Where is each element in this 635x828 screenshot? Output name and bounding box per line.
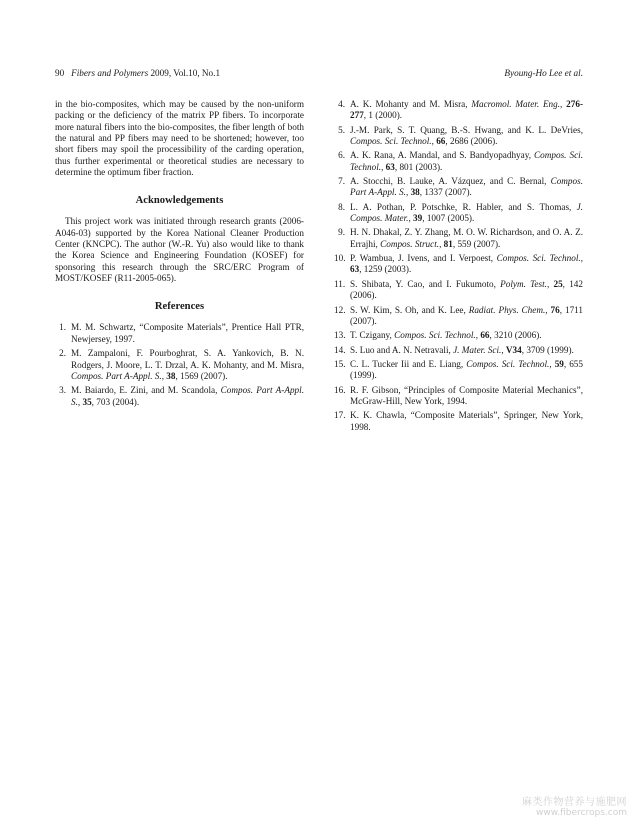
reference-number: 16. [334,384,346,395]
reference-pages-year: , 2686 (2006). [445,136,498,147]
reference-pages-year: , 703 (2004). [91,396,140,407]
reference-authors: M. M. Schwartz, “Composite Materials”, Prentice Hall PTR, Newjersey, 1997. [71,322,304,344]
journal-name: Fibers and Polymers [71,68,149,78]
reference-volume: 63 [385,161,395,172]
reference-volume: 76 [550,304,560,315]
reference-journal: J. Compos. Mater. [350,201,583,224]
reference-journal: Compos. Part A-Appl. S. [71,370,162,381]
reference-journal: Compos. Struct. [380,238,440,249]
reference-authors: S. Shibata, Y. Cao, and I. Fukumoto, [350,278,501,289]
reference-number: 1. [59,322,66,333]
reference-text: S. W. Kim, S. Oh, and K. Lee, Radiat. Phys. Chem., 76, 1711 (2007). [350,304,584,326]
reference-item [334,125,583,148]
reference-journal: Compos. Sci. Technol. [496,253,581,264]
reference-volume: 25 [553,278,563,289]
reference-pages-year: , 3709 (1999). [521,344,574,355]
reference-text: M. Zampaloni, F. Pourboghrat, S. A. Yankovich, B. N. Rodgers, J. Moore, L. T. Drzal, A. K. Mohanty, and M. Misra, Compos. Part A-Appl. S., 38, 1569 (2007). [71,348,304,381]
reference-text: S. Luo and A. N. Netravali, J. Mater. Sci., V34, 3709 (1999). [350,344,574,355]
reference-item [334,305,583,328]
reference-authors: P. Wambua, J. Ivens, and I. Verpoest, [350,253,497,264]
reference-number: 4. [338,99,345,109]
reference-journal: Radiat. Phys. Chem. [468,304,546,315]
reference-pages-year: , 801 (2003). [394,161,443,172]
reference-authors: R. F. Gibson, “Principles of Composite Material Mechanics”, McGraw-Hill, New York, 1994. [350,384,583,406]
reference-authors: M. Baiardo, E. Zini, and M. Scandola, [71,385,221,396]
reference-text: H. N. Dhakal, Z. Y. Zhang, M. O. W. Richardson, and O. A. Z. Errajhi, Compos. Struct., 81, 559 (2007). [350,227,583,249]
reference-text [350,385,583,408]
reference-item [334,150,583,173]
reference-authors: J.-M. Park, S. T. Quang, B.-S. Hwang, and K. L. DeVries, [350,124,583,135]
reference-item [334,202,583,225]
reference-item [334,99,583,122]
reference-item [55,322,304,345]
watermark [522,793,627,818]
reference-item [334,253,583,276]
running-header [55,68,583,82]
journal-issue: 2009, Vol.10, No.1 [150,68,221,78]
reference-text: A. K. Rana, A. Mandal, and S. Bandyopadhyay, Compos. Sci. Technol., 63, 801 (2003). [350,150,584,172]
reference-number: 12. [334,304,346,315]
reference-text: A. K. Mohanty and M. Misra, Macromol. Mater. Eng., 276-277, 1 (2000). [350,99,583,121]
reference-number: 2. [59,348,66,359]
page-number: 90 [55,68,65,78]
reference-pages-year: , 142 (2006). [350,278,583,301]
reference-number: 11. [334,278,346,289]
reference-volume: 35 [82,396,92,407]
reference-item [334,279,583,302]
reference-journal: Compos. Sci. Technol. [350,136,432,147]
reference-authors: T. Czigany, [350,330,395,341]
header-author: Byoung-Ho Lee et al. [504,68,583,78]
reference-text [71,322,304,345]
reference-authors: M. Zampaloni, F. Pourboghrat, S. A. Yankovich, B. N. Rodgers, J. Moore, L. T. Drzal, A. K. Mohanty, and M. Misra, [71,348,304,370]
reference-text: A. Stocchi, B. Lauke, A. Vázquez, and C. Bernal, Compos. Part A-Appl. S., 38, 1337 (2007). [350,176,583,198]
reference-volume: V34 [505,344,522,355]
reference-volume: 66 [436,136,446,147]
reference-volume: 66 [480,330,490,341]
references-heading: References [154,301,205,313]
reference-text [350,410,583,433]
reference-authors: S. W. Kim, S. Oh, and K. Lee, [350,304,469,315]
reference-authors: S. Luo and A. N. Netravali, [350,344,454,355]
reference-text: P. Wambua, J. Ivens, and I. Verpoest, Compos. Sci. Technol., 63, 1259 (2003). [350,253,583,275]
reference-item [55,348,304,382]
reference-pages-year: , 1569 (2007). [175,370,228,381]
reference-number: 5. [338,124,345,135]
reference-authors: C. L. Tucker Iii and E. Liang, [350,358,467,369]
reference-journal: J. Mater. Sci. [453,344,502,355]
acknowledgements-text: This project work was initiated through research grants (2006-A046-03) supported by the Korea National Cleaner Production Center (KNCPC). The author (W.-R. Yu) also would like to thank the Korea Science and Engineering Foundation (KOSEF) for sponsoring this research through the SRC/ERC Program of MOST/KOSEF (R11-2005-065). [55,216,304,284]
reference-journal: Macromol. Mater. Eng. [471,99,561,109]
reference-number: 10. [334,253,346,264]
reference-journal: Polym. Test. [500,278,547,289]
reference-authors: H. N. Dhakal, Z. Y. Zhang, M. O. W. Richardson, and O. A. Z. Errajhi, [350,227,583,249]
references-list-right [334,99,583,433]
reference-pages-year: , 1337 (2007). [419,187,472,198]
reference-number: 13. [334,330,346,341]
reference-authors: K. K. Chawla, “Composite Materials”, Springer, New York, 1998. [350,410,583,432]
reference-item [55,385,304,408]
reference-volume: 81 [443,238,453,249]
watermark-url: www.fibercrops.com [536,808,627,818]
reference-text: T. Czigany, Compos. Sci. Technol., 66, 3210 (2006). [350,330,542,341]
reference-number: 15. [334,358,346,369]
acknowledgements-heading: Acknowledgements [135,195,224,207]
references-list-left [55,322,304,407]
reference-authors: A. Stocchi, B. Lauke, A. Vázquez, and C. Bernal, [350,176,551,187]
reference-pages-year: , 559 (2007). [452,238,501,249]
reference-volume: 38 [410,187,420,198]
reference-journal: Compos. Part A-Appl. S. [350,176,583,198]
reference-pages-year: , 1 (2000). [363,110,403,121]
reference-authors: A. K. Mohanty and M. Misra, [350,99,472,109]
reference-number: 17. [334,410,346,421]
reference-journal: Compos. Sci. Technol. [394,330,476,341]
watermark-chinese: 麻类作物营养与施肥网 [522,797,627,808]
reference-pages-year: , 3210 (2006). [489,330,542,341]
reference-text: J.-M. Park, S. T. Quang, B.-S. Hwang, and K. L. DeVries, Compos. Sci. Technol., 66, 2686 (2006). [350,124,583,147]
reference-number: 14. [334,344,346,355]
reference-text: M. Baiardo, E. Zini, and M. Scandola, Compos. Part A-Appl. S., 35, 703 (2004). [71,385,304,407]
left-column [55,99,304,411]
right-column [334,99,583,436]
reference-volume: 38 [166,370,176,381]
reference-pages-year: , 655 (1999). [350,358,583,381]
intro-paragraph: in the bio-composites, which may be caused by the non-uniform packing or the deficiency of the matrix PP fibers. To incorporate more natural fibers into the bio-composites, the fiber length of both the natural and PP fibers may need to be shortened; however, too short fibers may spoil the processibility of the carding operation, thus further experimental or theoretical studies are necessary to determine the optimum fiber fraction. [55,99,304,178]
reference-pages-year: , 1259 (2003). [359,264,412,275]
reference-number: 3. [59,385,66,396]
reference-volume: 63 [350,264,360,275]
reference-journal: Compos. Sci. Technol. [466,358,550,369]
reference-authors: A. K. Rana, A. Mandal, and S. Bandyopadhyay, [350,150,535,161]
reference-text: C. L. Tucker Iii and E. Liang, Compos. Sci. Technol., 59, 655 (1999). [350,358,583,381]
reference-item [334,330,583,341]
reference-item [334,385,583,408]
reference-item [334,227,583,250]
reference-pages-year: , 1007 (2005). [422,213,475,224]
reference-volume: 276-277 [350,99,583,121]
reference-text: S. Shibata, Y. Cao, and I. Fukumoto, Polym. Test., 25, 142 (2006). [350,278,583,301]
reference-number: 6. [338,150,345,161]
reference-journal: Compos. Part A-Appl. S. [71,385,304,407]
reference-volume: 39 [413,213,423,224]
reference-journal: Compos. Sci. Technol. [350,150,584,172]
reference-volume: 59 [554,358,564,369]
reference-pages-year: , 1711 (2007). [350,304,584,326]
reference-item [334,410,583,433]
reference-item [334,345,583,356]
header-left [55,68,220,78]
reference-number: 7. [338,176,345,187]
reference-authors: L. A. Pothan, P. Potschke, R. Habler, and S. Thomas, [350,201,577,212]
reference-number: 8. [338,201,345,212]
reference-item [334,176,583,199]
reference-number: 9. [338,227,345,238]
reference-text: L. A. Pothan, P. Potschke, R. Habler, and S. Thomas, J. Compos. Mater., 39, 1007 (2005). [350,201,583,224]
reference-item [334,359,583,382]
